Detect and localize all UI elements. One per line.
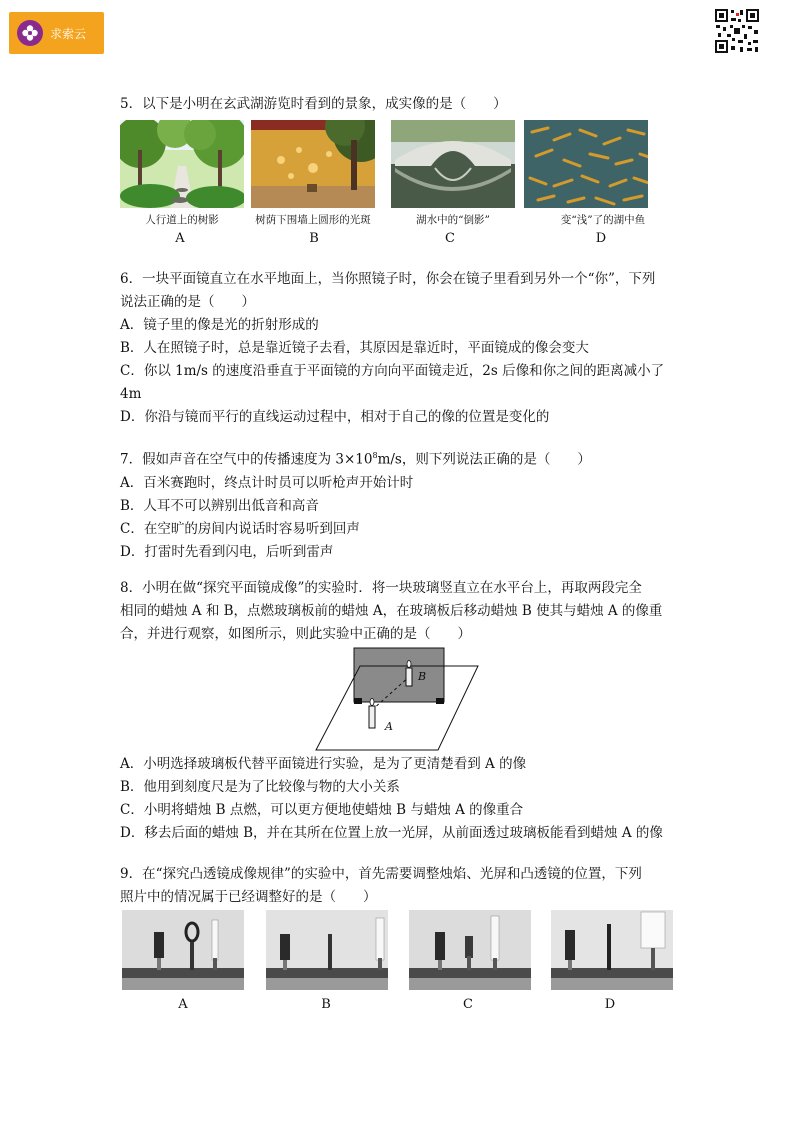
question-6: [120, 268, 680, 429]
q9-photo-d: [551, 910, 673, 990]
q6-option-c: C．你以 1m/s 的速度沿垂直于平面镜的方向向平面镜走近，2s 后像和你之间的距离减小了: [120, 363, 665, 379]
q5-photo-c-bridge-reflection: [391, 120, 515, 208]
q8-label-b: B: [418, 670, 427, 683]
q5-label-c: C: [445, 231, 455, 246]
q9-label-d: D: [604, 997, 616, 1012]
q6-option-d: D．你沿与镜而平行的直线运动过程中，相对于自己的像的位置是变化的: [120, 409, 550, 425]
q6-line: 6．一块平面镜直立在水平地面上，当你照镜子时，你会在镜子里看到另外一个“你”，下列: [120, 271, 656, 287]
question-5-stem: 5．以下是小明在玄武湖游览时看到的景象，成实像的是（ ）: [120, 96, 507, 112]
question-9-stem: 9．在“探究凸透镜成像规律”的实验中，首先需要调整烛焰、光屏和凸透镜的位置，下列 照片中的情况属于已经调整好的是（ ）: [120, 866, 642, 905]
q9-photo-c: [409, 910, 531, 990]
q8-option-a: A．小明选择玻璃板代替平面镜进行实验，是为了更清楚看到 A 的像: [120, 756, 527, 772]
qr-code-icon: [714, 8, 760, 54]
question-7: [120, 444, 680, 564]
q5-photo-b-light-spots: [251, 120, 375, 208]
q6-option-b: B．人在照镜子时，总是靠近镜子去看，其原因是靠近时，平面镜成的像会变大: [120, 340, 589, 356]
q5-label-b: B: [309, 231, 319, 246]
q6-option-c-cont: 4m: [120, 386, 142, 402]
q8-label-a: A: [385, 720, 393, 733]
q8-option-b: B．他用到刻度尺是为了比较像与物的大小关系: [120, 779, 400, 795]
q7-option-d: D．打雷时先看到闪电，后听到雷声: [120, 543, 334, 560]
q8-option-d: D．移去后面的蜡烛 B，并在其所在位置上放一光屏，从前面透过玻璃板能看到蜡烛 A 的像: [120, 825, 663, 841]
q5-caption-d: 变“浅”了的湖中鱼: [560, 214, 646, 226]
q9-label-c: C: [463, 997, 473, 1012]
q9-label-a: A: [178, 997, 188, 1012]
question-8-options: [120, 753, 680, 845]
q8-mirror-diagram: [314, 646, 480, 752]
q5-caption-c: 湖水中的“倒影”: [416, 214, 490, 226]
q6-option-a: A．镜子里的像是光的折射形成的: [120, 317, 319, 333]
q5-caption-b: 树荫下围墙上圆形的光斑: [255, 214, 371, 226]
logo-text: 求索云: [50, 26, 87, 41]
q7-option-a: A．百米赛跑时，终点计时员可以听枪声开始计时: [120, 474, 414, 491]
q5-photo-a-tree-shadows: [120, 120, 244, 208]
question-8-stem: 8．小明在做“探究平面镜成像”的实验时．将一块玻璃竖直立在水平台上，再取两段完全 相同的蜡烛 A 和 B，点燃玻璃板前的蜡烛 A，在玻璃板后移动蜡烛 B 使其与蜡烛 A 的像重 合，并进行观察，如图所示，则此实验中正确的是（ ）: [120, 580, 663, 642]
brand-logo: [9, 12, 104, 54]
q8-option-c: C．小明将蜡烛 B 点燃，可以更方便地使蜡烛 B 与蜡烛 A 的像重合: [120, 802, 524, 818]
q7-option-b: B．人耳不可以辨别出低音和高音: [120, 497, 319, 514]
q7-stem: 7．假如声音在空气中的传播速度为 $3\times 10^8m/s$，则下列说法正确的是（ ）: [120, 451, 591, 468]
q5-photo-d-fish: [524, 120, 648, 208]
q5-label-a: A: [175, 231, 185, 246]
q6-line: 说法正确的是（ ）: [120, 294, 255, 310]
q9-photo-a: [122, 910, 244, 990]
q9-photo-b: [266, 910, 388, 990]
q5-label-d: D: [595, 231, 607, 246]
q9-label-b: B: [321, 997, 331, 1012]
q7-option-c: C．在空旷的房间内说话时容易听到回声: [120, 520, 360, 537]
q5-caption-a: 人行道上的树影: [145, 214, 219, 226]
flower-logo-icon: [17, 20, 43, 46]
